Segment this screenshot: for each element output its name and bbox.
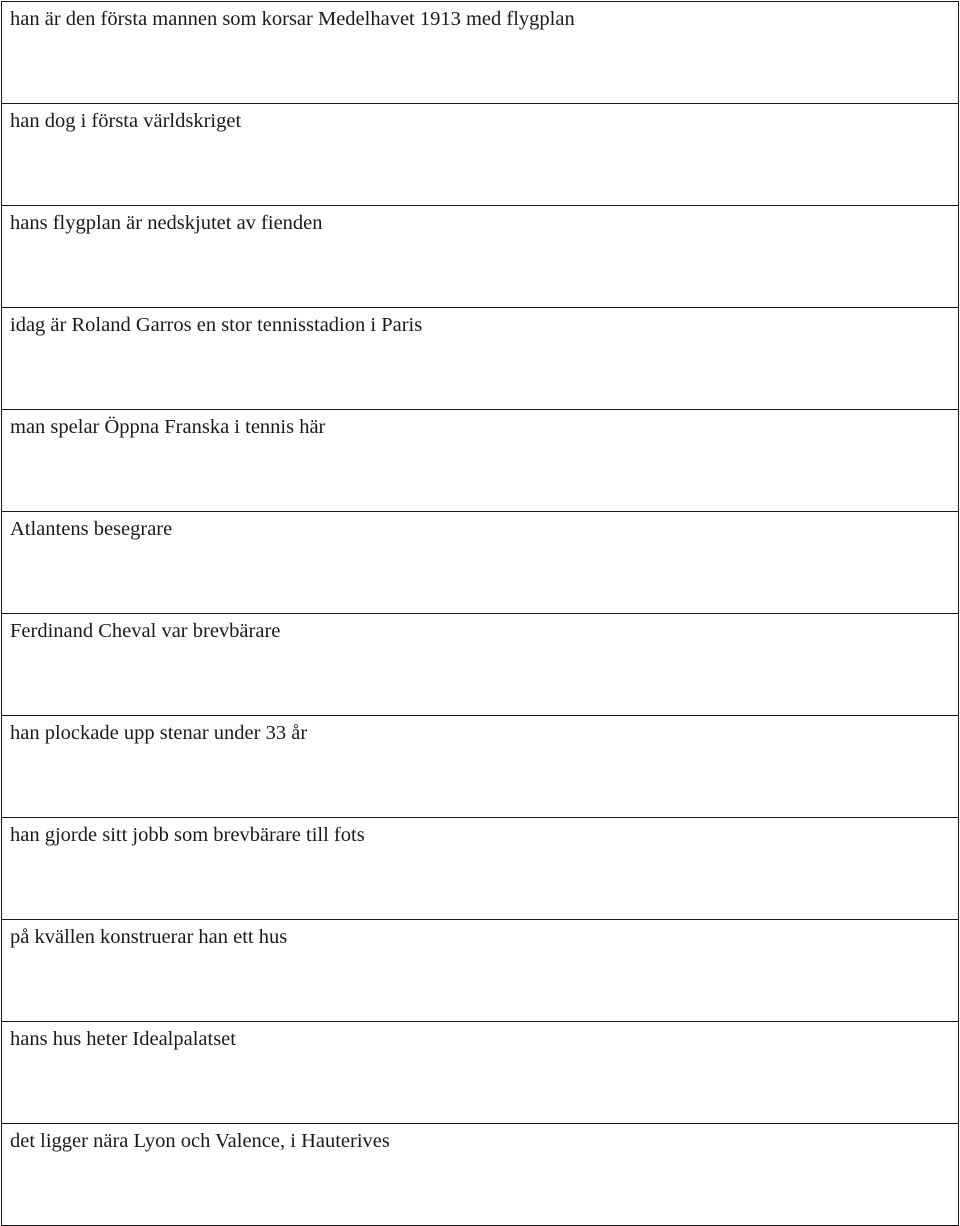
table-row xyxy=(2,512,958,614)
table-row xyxy=(2,1124,958,1226)
row-sentence: hans hus heter Idealpalatset xyxy=(10,1028,236,1050)
row-sentence: det ligger nära Lyon och Valence, i Hauterives xyxy=(10,1130,390,1152)
table-row xyxy=(2,920,958,1022)
row-sentence: han är den första mannen som korsar Medelhavet 1913 med flygplan xyxy=(10,8,575,30)
worksheet-table xyxy=(1,1,959,1226)
row-sentence: Atlantens besegrare xyxy=(10,518,173,540)
table-row xyxy=(2,2,958,104)
table-row xyxy=(2,206,958,308)
row-sentence: på kvällen konstruerar han ett hus xyxy=(10,926,288,948)
table-row xyxy=(2,1022,958,1124)
table-row xyxy=(2,716,958,818)
row-sentence: hans flygplan är nedskjutet av fienden xyxy=(10,212,323,234)
row-sentence: han dog i första världskriget xyxy=(10,110,242,132)
table-row xyxy=(2,104,958,206)
row-sentence: idag är Roland Garros en stor tennisstadion i Paris xyxy=(10,314,423,336)
table-row xyxy=(2,818,958,920)
row-sentence: Ferdinand Cheval var brevbärare xyxy=(10,620,281,642)
table-row xyxy=(2,614,958,716)
table-row xyxy=(2,410,958,512)
table-row xyxy=(2,308,958,410)
row-sentence: han plockade upp stenar under 33 år xyxy=(10,722,308,744)
row-sentence: han gjorde sitt jobb som brevbärare till fots xyxy=(10,824,365,846)
row-sentence: man spelar Öppna Franska i tennis här xyxy=(10,416,326,438)
